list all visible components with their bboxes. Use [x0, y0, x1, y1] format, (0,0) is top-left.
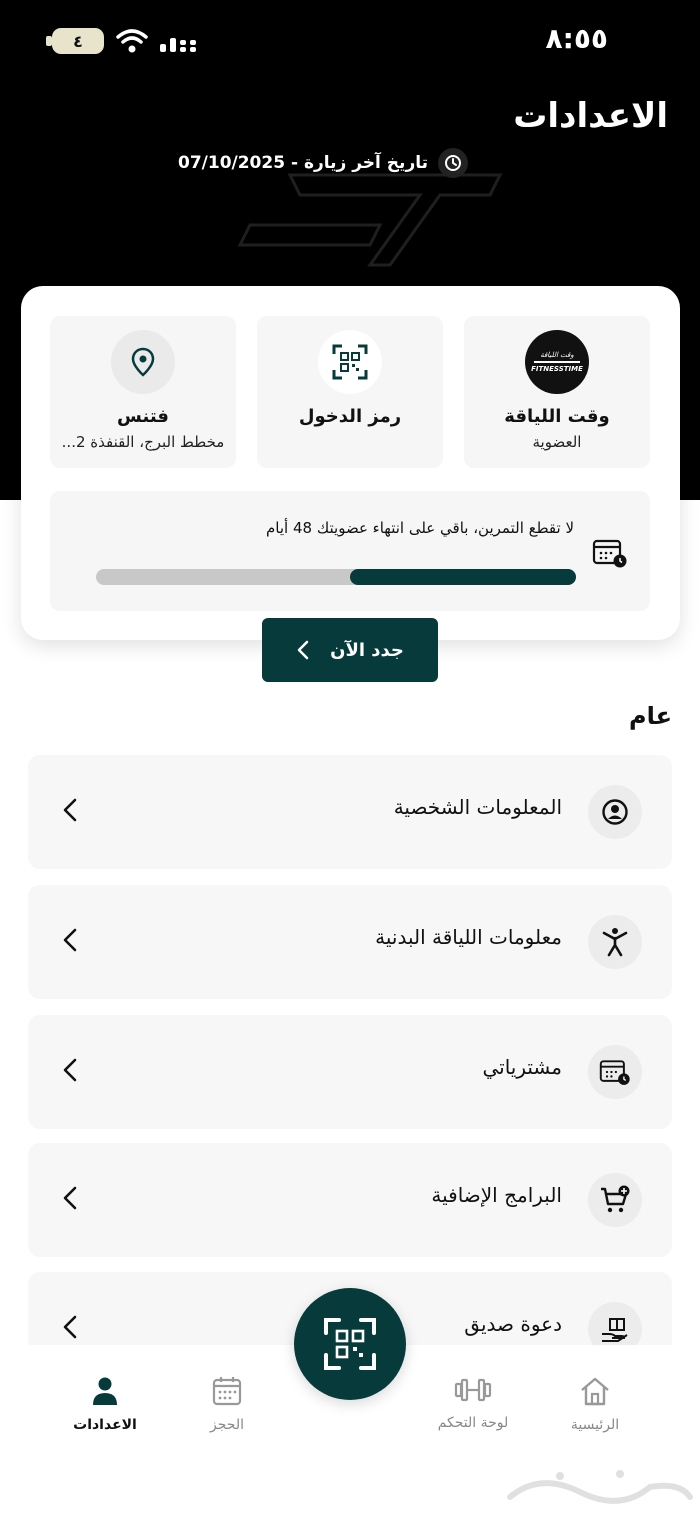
user-circle-icon	[588, 785, 642, 839]
renew-button[interactable]	[262, 618, 438, 682]
tab-settings[interactable]	[50, 1375, 160, 1433]
tab-label: الحجز	[210, 1417, 244, 1433]
list-item-label: معلومات اللياقة البدنية	[375, 925, 562, 949]
cart-plus-icon	[588, 1173, 642, 1227]
history-icon	[438, 148, 468, 178]
list-item-fitness-info[interactable]	[28, 885, 672, 999]
qr-scan-icon	[323, 1317, 377, 1371]
calendar-clock-icon	[592, 537, 628, 569]
tab-dashboard[interactable]	[418, 1375, 528, 1431]
calendar-icon	[211, 1375, 243, 1407]
tab-label: الاعدادات	[73, 1417, 137, 1433]
person-stretch-icon	[588, 915, 642, 969]
person-icon	[90, 1375, 120, 1407]
branch-tile-address: مخطط البرج، القنفذة 2...	[61, 433, 225, 451]
wifi-icon	[116, 28, 148, 54]
last-visit-text: تاريخ آخر زيارة - 07/10/2025	[178, 153, 428, 173]
tab-booking[interactable]	[172, 1375, 282, 1433]
tab-label: لوحة التحكم	[437, 1415, 509, 1431]
list-item-label: مشترياتي	[482, 1055, 562, 1079]
list-item-label: المعلومات الشخصية	[393, 795, 562, 819]
calendar-clock-icon	[588, 1045, 642, 1099]
membership-tile[interactable]	[464, 316, 650, 468]
tab-label: الرئيسية	[570, 1417, 620, 1433]
progress-track	[96, 569, 576, 585]
chevron-left-icon	[296, 640, 310, 660]
progress-fill	[350, 569, 576, 585]
chevron-left-icon	[62, 1057, 78, 1083]
membership-progress	[50, 491, 650, 611]
home-icon	[578, 1375, 612, 1407]
list-item-addon-programs[interactable]	[28, 1143, 672, 1257]
membership-tile-subtitle: العضوية	[532, 433, 582, 451]
chevron-left-icon	[62, 797, 78, 823]
list-item-personal-info[interactable]	[28, 755, 672, 869]
branch-tile[interactable]	[50, 316, 236, 468]
site-watermark-logo	[500, 1462, 700, 1512]
scan-qr-button[interactable]	[294, 1288, 406, 1400]
fitness-time-logo: وقت اللياقة FITNESSTIME	[525, 330, 589, 394]
chevron-left-icon	[62, 927, 78, 953]
qr-code-icon	[318, 330, 382, 394]
entry-code-tile[interactable]	[257, 316, 443, 468]
chevron-left-icon	[62, 1314, 78, 1340]
location-pin-icon	[111, 330, 175, 394]
membership-remaining-text: لا تقطع التمرين، باقي على انتهاء عضويتك 48 أيام	[266, 519, 574, 537]
membership-tile-title: وقت اللياقة	[504, 406, 610, 427]
section-title-general: عام	[629, 702, 672, 730]
last-visit	[178, 148, 468, 178]
brand-watermark-graphic	[230, 165, 510, 275]
dumbbell-icon	[453, 1375, 493, 1405]
renew-button-label: جدد الآن	[330, 639, 404, 661]
clock: ٨:٥٥	[545, 22, 608, 55]
membership-card	[21, 286, 680, 640]
battery-icon: ٤	[52, 28, 104, 54]
list-item-label: البرامج الإضافية	[431, 1183, 562, 1207]
status-bar	[0, 0, 700, 80]
page-title: الاعدادات	[513, 96, 668, 136]
list-item-my-purchases[interactable]	[28, 1015, 672, 1129]
signal-icon	[160, 30, 198, 54]
branch-tile-title: فتنس	[117, 406, 169, 427]
tab-home[interactable]	[540, 1375, 650, 1433]
entry-code-tile-title: رمز الدخول	[298, 406, 402, 427]
chevron-left-icon	[62, 1185, 78, 1211]
list-item-label: دعوة صديق	[464, 1312, 562, 1336]
